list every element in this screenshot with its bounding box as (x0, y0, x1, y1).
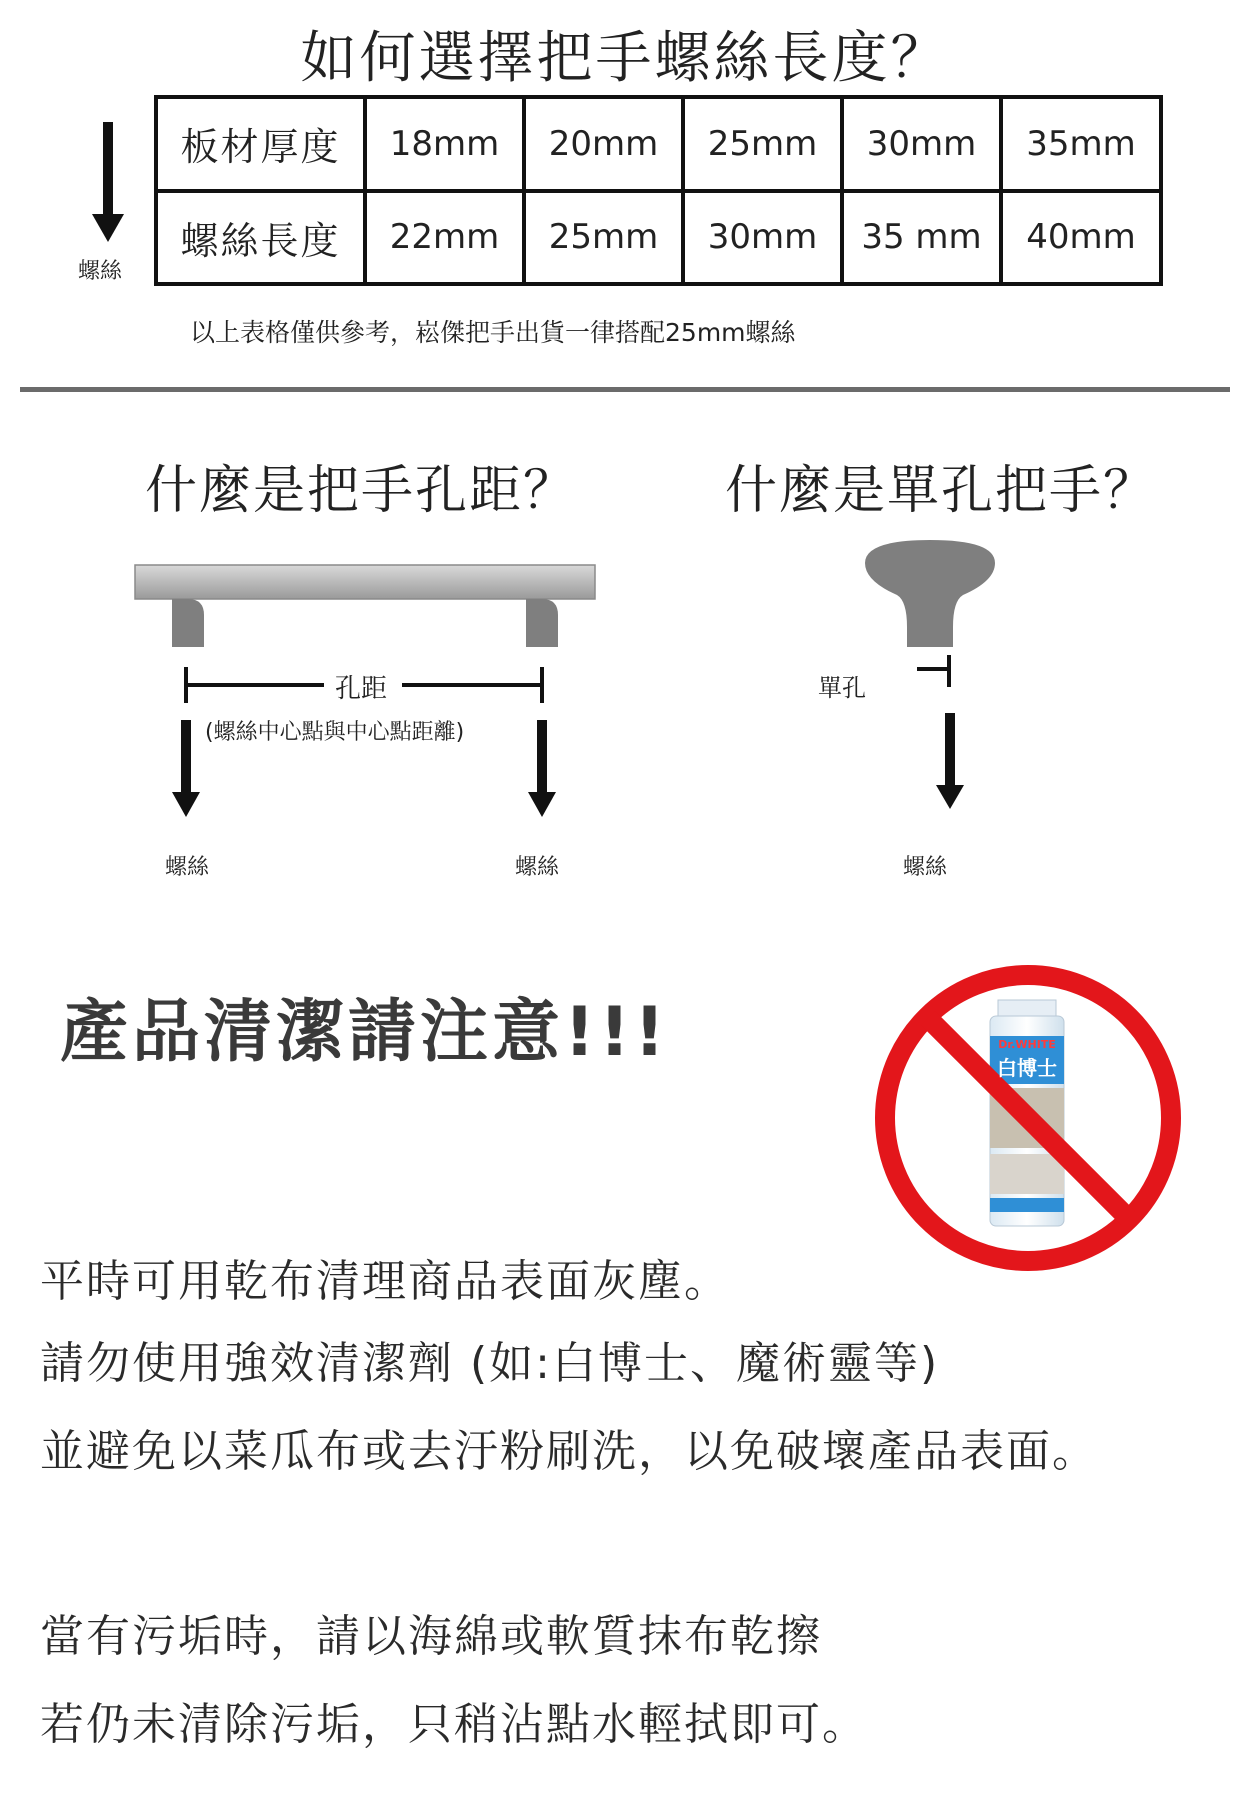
can-name: 白博士 (997, 1056, 1057, 1080)
can-brand: Dr.WHITE (998, 1038, 1056, 1051)
hole-distance-title: 什麼是把手孔距？ (145, 461, 578, 521)
page-title: 如何選擇把手螺絲長度？ (300, 26, 950, 91)
table-cell: 25mm (524, 191, 683, 285)
cleaning-line-2: 請勿使用強效清潔劑 (如:白博士、魔術靈等) (40, 1338, 940, 1389)
cleaning-line-4: 當有污垢時，請以海綿或軟質抹布乾擦 (40, 1611, 822, 1662)
single-hole-title: 什麼是單孔把手？ (725, 461, 1158, 521)
hole-distance-label: 孔距 (335, 674, 388, 704)
no-strong-cleaner-icon (868, 958, 1188, 1278)
table-cell: 35 mm (842, 191, 1001, 285)
row-header-board-thickness: 板材厚度 (156, 97, 365, 191)
screw-label: 螺絲 (78, 259, 123, 284)
screw-label-right: 螺絲 (515, 855, 560, 880)
table-cell: 18mm (365, 97, 524, 191)
table-row (156, 191, 1161, 285)
single-hole-label: 單孔 (818, 674, 866, 702)
screw-label-knob: 螺絲 (903, 855, 948, 880)
hole-distance-desc: (螺絲中心點與中心點距離) (205, 720, 465, 745)
cleaning-title: 產品清潔請注意!!! (60, 993, 670, 1072)
cleaning-line-5: 若仍未清除污垢，只稍沾點水輕拭即可。 (40, 1699, 868, 1750)
screw-length-table (154, 95, 1163, 286)
table-row (156, 97, 1161, 191)
table-cell: 25mm (683, 97, 842, 191)
knob-illustration (855, 535, 1005, 835)
cleaning-line-3: 並避免以菜瓜布或去汙粉刷洗，以免破壞產品表面。 (40, 1426, 1098, 1477)
row-header-screw-length: 螺絲長度 (156, 191, 365, 285)
table-cell: 40mm (1001, 191, 1161, 285)
table-cell: 30mm (683, 191, 842, 285)
cleaning-line-1: 平時可用乾布清理商品表面灰塵。 (40, 1256, 730, 1307)
table-cell: 35mm (1001, 97, 1161, 191)
screw-down-icon (88, 118, 128, 248)
table-cell: 30mm (842, 97, 1001, 191)
table-note: 以上表格僅供參考，崧傑把手出貨一律搭配25mm螺絲 (190, 318, 796, 347)
screw-label-left: 螺絲 (165, 855, 210, 880)
table-cell: 22mm (365, 191, 524, 285)
table-cell: 20mm (524, 97, 683, 191)
section-divider (20, 387, 1230, 392)
